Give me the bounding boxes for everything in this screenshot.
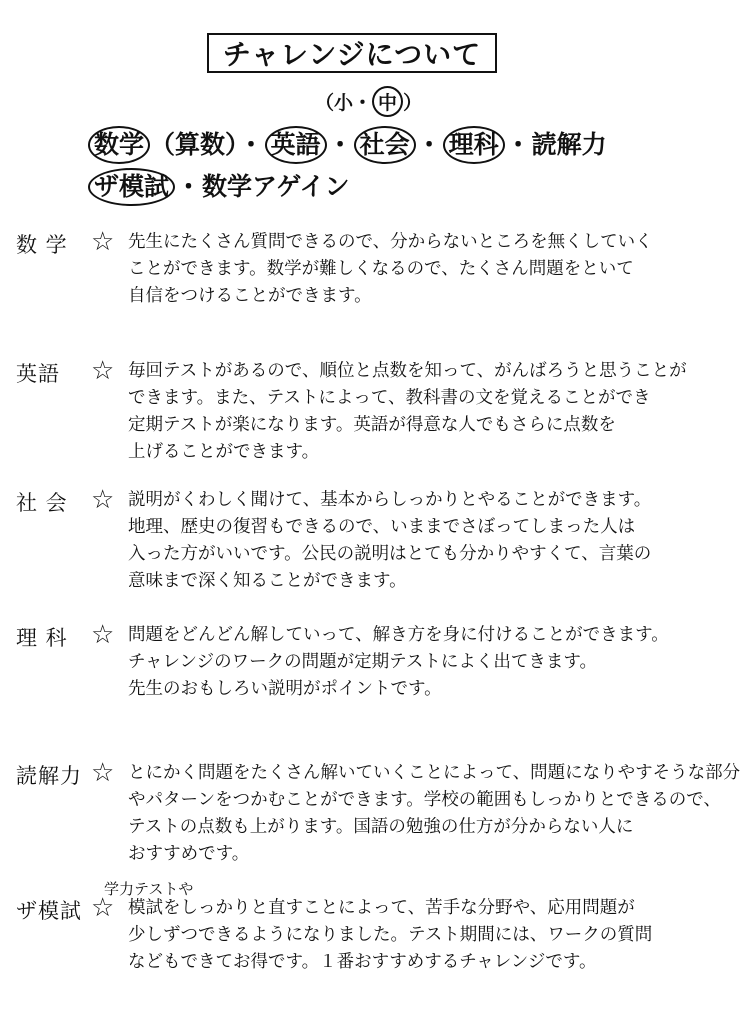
star-icon: ☆ [91,227,115,257]
subject-math: 数学 [88,126,150,164]
subject-social: 社会 [354,126,416,164]
text-line: 上げることができます。 [128,442,320,462]
subject-separator: ・ [416,130,442,159]
text-line: 模試をしっかりと直すことによって、苦手な分野や、応用問題が [128,898,635,918]
subject-english: 英語 [265,126,327,164]
grade-middle-circled: 中 [372,86,403,117]
text-line: 問題をどんどん解していって、解き方を身に付けることができます。 [128,625,669,645]
text-line: ことができます。数学が難しくなるので、たくさん問題をといて [128,259,634,279]
star-icon: ☆ [91,620,115,650]
subject-row-1 [88,124,728,166]
grade-level [315,86,422,117]
subject-science: 理科 [443,126,505,164]
entry-label: ザ模試 [16,899,82,923]
text-line: 地理、歴史の復習もできるので、いままでさぼってしまった人は [128,517,636,537]
text-line: おすすめです。 [128,844,250,864]
subject-arithmetic: （算数） [150,130,238,159]
entry-label: 読解力 [16,764,82,788]
text-line: 定期テストが楽になります。英語が得意な人でもさらに点数を [128,415,616,435]
entry-text [128,622,683,703]
entry-text [128,760,741,868]
text-line: 先生にたくさん質問できるので、分からないところを無くしていく [128,232,653,252]
subject-separator: ・ [327,130,353,159]
subject-mock-exam: ザ模試 [88,168,175,206]
subject-math-again: 数学アゲイン [202,172,350,201]
entry-label: 数 学 [16,233,68,257]
text-line: できます。また、テストによって、教科書の文を覚えることができ [128,388,651,408]
text-line: 毎回テストがあるので、順位と点数を知って、がんばろうと思うことが [128,361,687,381]
text-line: 入った方がいいです。公民の説明はとても分かりやすくて、言葉の [128,544,652,564]
entry-label: 英語 [16,362,60,386]
subject-reading: 読解力 [531,130,607,159]
text-line: とにかく問題をたくさん解いていくことによって、問題になりやすそうな部分 [128,763,741,783]
entry-text [128,358,687,466]
text-line: 先生のおもしろい説明がポイントです。 [128,679,442,699]
text-line: 意味まで深く知ることができます。 [128,571,407,591]
text-line: などもできてお得です。１番おすすめするチャレンジです。 [128,952,597,972]
entry-text [128,487,683,595]
entry-label: 社 会 [16,491,68,515]
entry-text [128,895,683,976]
grade-close-paren: ） [403,92,423,114]
subject-separator: ・ [505,130,531,159]
grade-separator: ・ [353,92,373,114]
inserted-note: 学力テストや [104,880,194,898]
star-icon: ☆ [91,485,115,515]
subject-list [88,124,728,208]
star-icon: ☆ [91,758,115,788]
entry-label: 理 科 [16,626,68,650]
subject-separator: ・ [238,130,264,159]
star-icon: ☆ [91,893,115,923]
text-line: やパターンをつかむことができます。学校の範囲もしっかりとできるので、 [128,790,721,810]
text-line: 自信をつけることができます。 [128,286,372,306]
text-line: 少しずつできるようになりました。テスト期間には、ワークの質問 [128,925,653,945]
text-line: 説明がくわしく聞けて、基本からしっかりとやることができます。 [128,490,652,510]
subject-separator: ・ [176,172,202,201]
grade-elementary: 小 [334,92,354,114]
page-title: チャレンジについて [207,33,497,73]
entry-text [128,229,683,310]
text-line: チャレンジのワークの問題が定期テストによく出てきます。 [128,652,597,672]
subject-row-2 [88,166,728,208]
text-line: テストの点数も上がります。国語の勉強の仕方が分からない人に [128,817,634,837]
star-icon: ☆ [91,356,115,386]
grade-open-paren: （ [315,92,335,114]
